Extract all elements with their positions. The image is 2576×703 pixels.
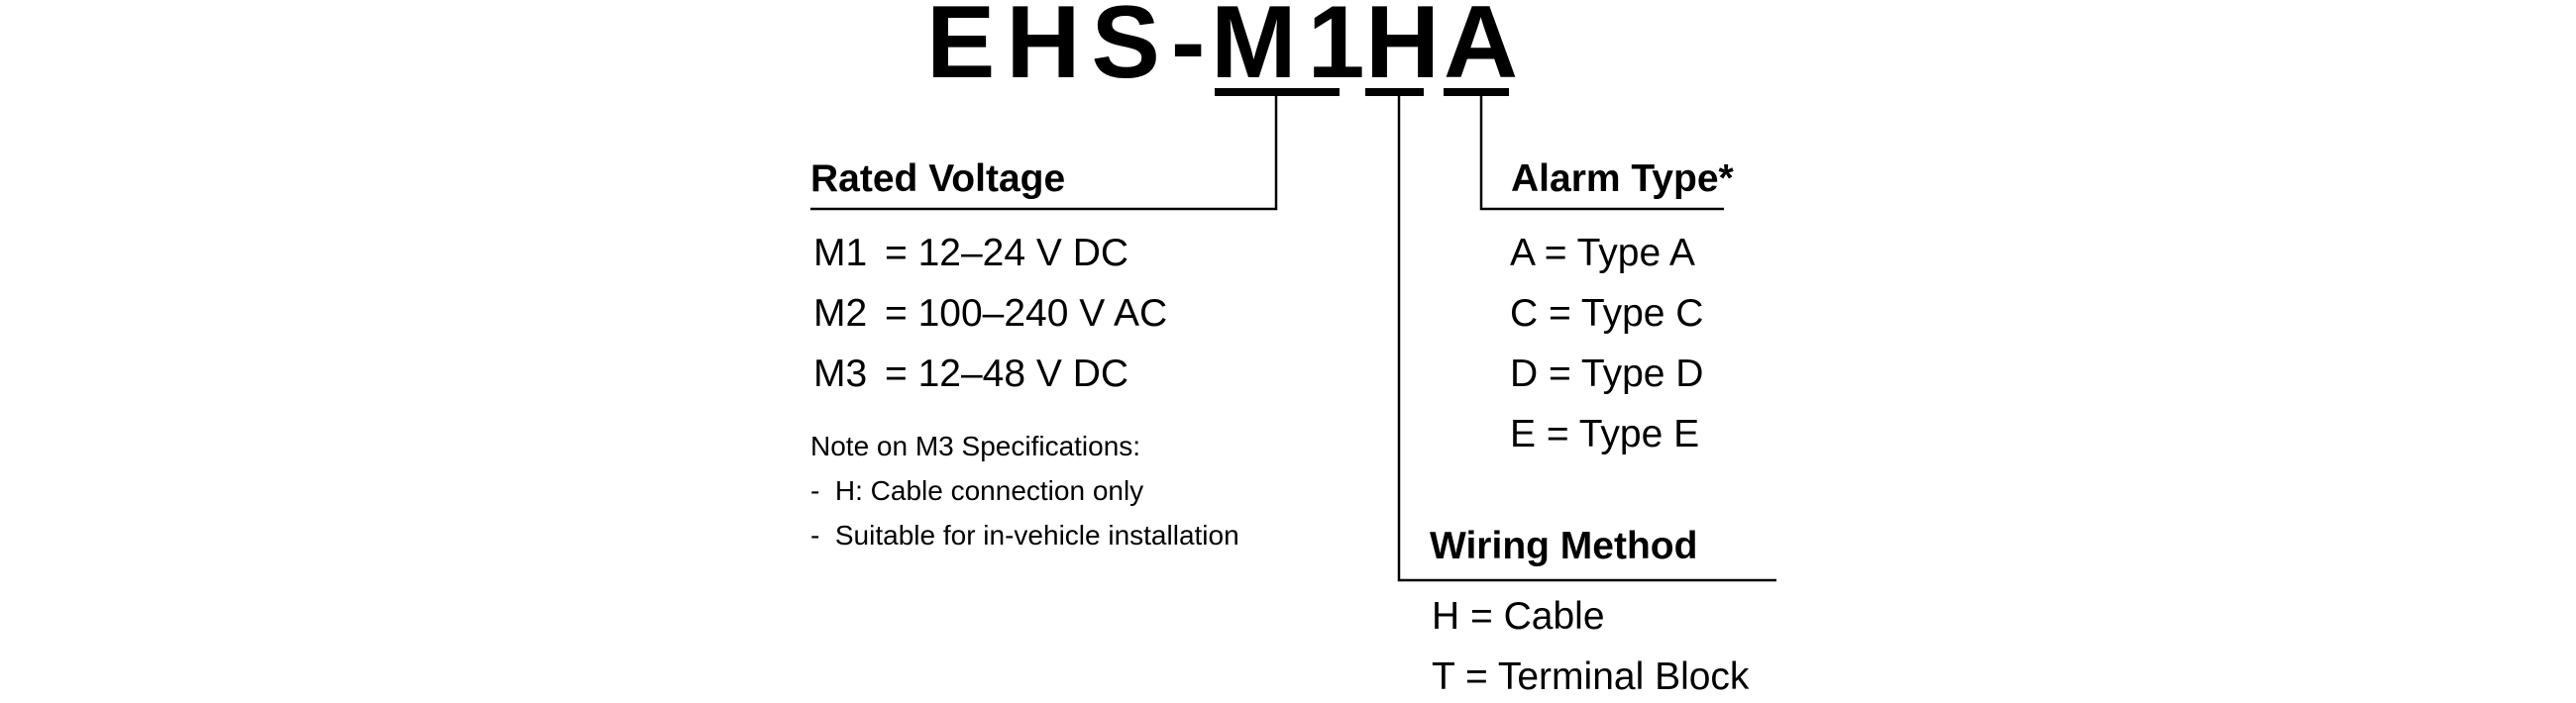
wiring-method-item: H = Cable [1432, 595, 1605, 638]
m3-note-title: Note on M3 Specifications: [810, 431, 1141, 461]
model-code-wiring: H [1365, 0, 1451, 100]
rated-voltage-heading: Rated Voltage [810, 157, 1066, 200]
m3-note-item: - Suitable for in-vehicle installation [810, 520, 1239, 551]
voltage-item-code: M2 [813, 292, 868, 335]
alarm-type-item: D = Type D [1510, 352, 1704, 395]
m3-note-item: - H: Cable connection only [810, 475, 1144, 506]
model-code-prefix: EHS- [926, 0, 1217, 100]
voltage-item-value: = 100–240 V AC [885, 292, 1168, 335]
model-code [926, 0, 1529, 100]
alarm-type-heading: Alarm Type* [1511, 157, 1734, 200]
alarm-type-item: C = Type C [1510, 292, 1704, 335]
model-code-alarm: A [1444, 0, 1530, 100]
voltage-item-code: M1 [813, 232, 868, 274]
wiring-method-section [1430, 525, 1750, 698]
wiring-method-item: T = Terminal Block [1432, 655, 1750, 698]
alarm-type-item: E = Type E [1510, 413, 1700, 455]
voltage-item-value: = 12–24 V DC [885, 232, 1129, 274]
wiring-method-heading: Wiring Method [1430, 525, 1698, 567]
voltage-item-code: M3 [813, 352, 868, 395]
alarm-type-section [1510, 157, 1735, 455]
rated-voltage-section [810, 157, 1239, 551]
model-code-voltage: M1 [1211, 0, 1376, 100]
alarm-type-item: A = Type A [1510, 232, 1695, 274]
voltage-item-value: = 12–48 V DC [885, 352, 1129, 395]
